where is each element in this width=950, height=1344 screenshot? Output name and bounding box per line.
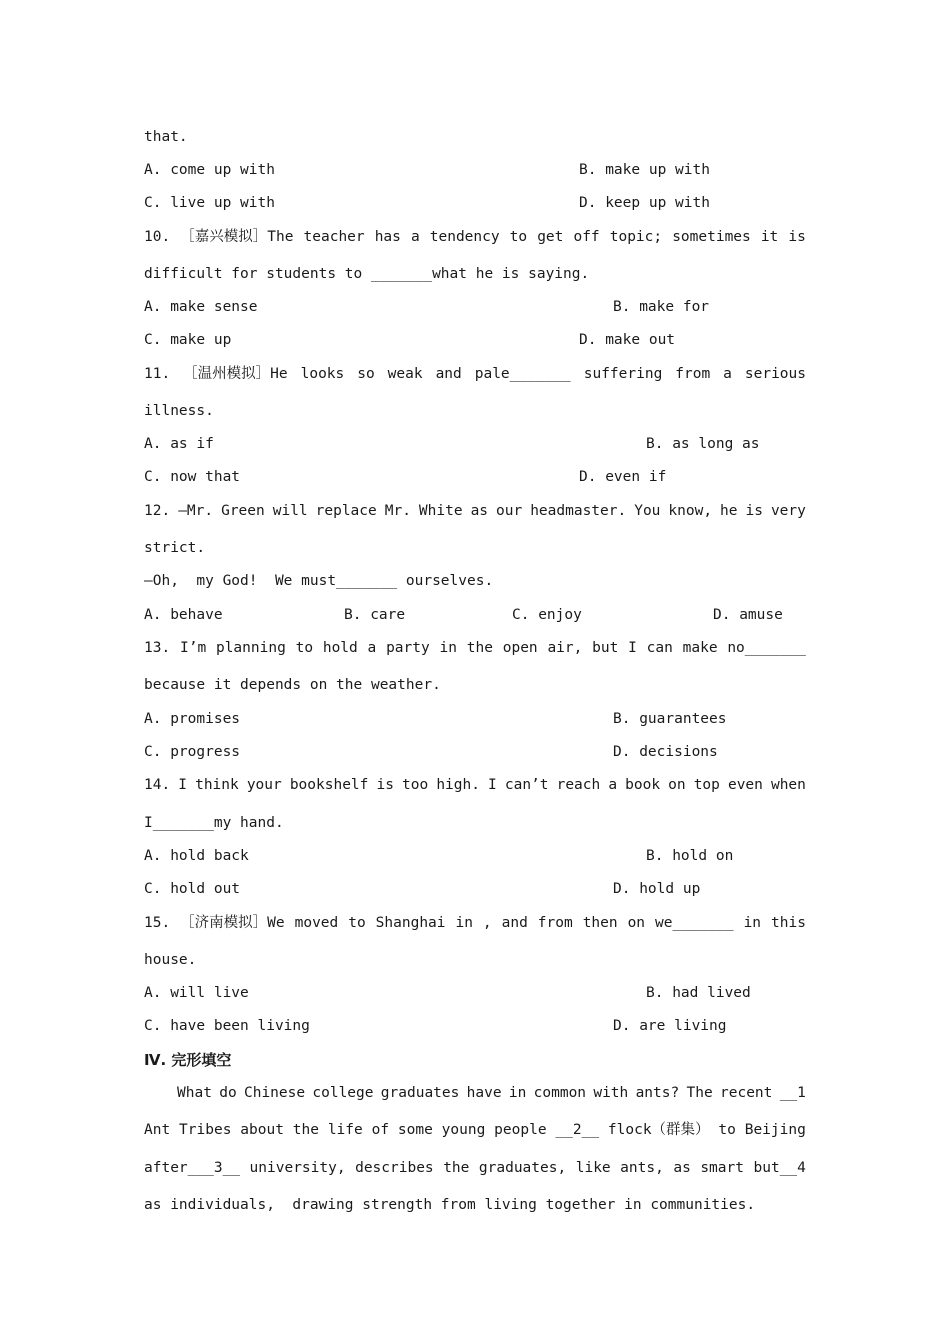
word: a <box>608 777 618 793</box>
word: 15. <box>144 915 171 931</box>
q13-line1 <box>144 638 806 658</box>
word: too <box>402 777 429 793</box>
q12-option-c: C. enjoy <box>512 607 582 623</box>
word: What <box>177 1085 212 1101</box>
word: on <box>668 777 686 793</box>
q14-option-b: B. hold on <box>646 848 734 864</box>
word: in <box>508 1085 527 1101</box>
word: has <box>374 229 401 245</box>
word: sometimes <box>672 229 751 245</box>
word: high. <box>436 777 480 793</box>
q15-option-c: C. have been living <box>144 1018 310 1034</box>
word: I <box>488 777 497 793</box>
word: and <box>501 915 528 931</box>
word: a <box>410 229 420 245</box>
q15-option-b: B. had lived <box>646 985 751 1001</box>
word: the <box>466 640 493 656</box>
word: as <box>470 503 489 519</box>
word: recent <box>720 1085 773 1101</box>
word: about <box>240 1122 284 1138</box>
word: then <box>582 915 618 931</box>
word: smart <box>700 1160 744 1176</box>
word: no_______ <box>727 640 806 656</box>
q12-option-d: D. amuse <box>713 607 783 623</box>
q13-option-b: B. guarantees <box>613 711 727 727</box>
word: Green <box>221 503 265 519</box>
word: can <box>646 640 673 656</box>
word: know, <box>668 503 713 519</box>
word: from <box>675 366 711 382</box>
word: open <box>502 640 538 656</box>
word: college <box>312 1085 374 1101</box>
cloze-paragraph-line2 <box>144 1120 806 1140</box>
word: The <box>686 1085 713 1101</box>
cloze-paragraph-line3 <box>144 1158 806 1178</box>
q15-option-d: D. are living <box>613 1018 727 1034</box>
word: as <box>673 1160 691 1176</box>
q9-option-a: A. come up with <box>144 162 275 178</box>
q10-line1 <box>144 227 806 247</box>
word: our <box>496 503 523 519</box>
word: it <box>760 229 779 245</box>
word: topic; <box>609 229 663 245</box>
word: very <box>770 503 806 519</box>
q14-option-a: A. hold back <box>144 848 249 864</box>
word: is <box>788 229 806 245</box>
word: do <box>219 1085 237 1101</box>
word: the <box>292 1122 319 1138</box>
word: weak <box>387 366 423 382</box>
word: moved <box>294 915 339 931</box>
q15-line1 <box>144 913 806 933</box>
word: Mr. <box>384 503 411 519</box>
word: __2__ <box>555 1122 600 1138</box>
q11-option-d: D. even if <box>579 469 667 485</box>
q14-option-d: D. hold up <box>613 881 701 897</box>
word: reach <box>556 777 601 793</box>
q14-line1 <box>144 775 806 795</box>
q10-option-a: A. make sense <box>144 299 258 315</box>
section-heading: Ⅳ. 完形填空 <box>144 1051 232 1069</box>
q10-option-b: B. make for <box>613 299 710 315</box>
q9-option-b: B. make up with <box>579 162 710 178</box>
word: Tribes <box>179 1122 232 1138</box>
word: ［嘉兴模拟］The <box>180 229 294 245</box>
word: get <box>537 229 564 245</box>
word: __1 <box>779 1085 806 1101</box>
word: book <box>625 777 661 793</box>
word: graduates <box>380 1085 460 1101</box>
word: is <box>376 777 394 793</box>
word: he <box>720 503 738 519</box>
word: White <box>418 503 463 519</box>
q10-option-d: D. make out <box>579 332 676 348</box>
q15-option-a: A. will live <box>144 985 249 1001</box>
word: Shanghai <box>375 915 446 931</box>
q14-option-c: C. hold out <box>144 881 241 897</box>
word: we_______ <box>655 915 734 931</box>
word: off <box>573 229 600 245</box>
q15-line2: house. <box>144 952 197 968</box>
q11-line1 <box>144 364 806 384</box>
word: 13. <box>144 640 171 656</box>
word: after___3__ <box>144 1160 241 1176</box>
word: pale_______ <box>474 366 571 382</box>
word: tendency <box>429 229 500 245</box>
word: university, <box>249 1160 346 1176</box>
word: when <box>770 777 806 793</box>
q10-line2: difficult for students to _______what he is saying. <box>144 266 590 282</box>
word: like <box>575 1160 611 1176</box>
word: and <box>435 366 462 382</box>
word: graduates, <box>478 1160 567 1176</box>
cloze-paragraph-line4: as individuals, drawing strength from living together in communities. <box>144 1197 756 1213</box>
q13-option-d: D. decisions <box>613 744 718 760</box>
word: air, <box>547 640 583 656</box>
word: your <box>246 777 282 793</box>
word: with <box>593 1085 629 1101</box>
q14-line2: I_______my hand. <box>144 815 284 831</box>
word: I <box>628 640 637 656</box>
q11-option-c: C. now that <box>144 469 241 485</box>
word: bookshelf <box>289 777 369 793</box>
word: headmaster. <box>530 503 627 519</box>
word: ants, <box>620 1160 664 1176</box>
word: 10. <box>144 229 171 245</box>
q10-option-c: C. make up <box>144 332 232 348</box>
word: suffering <box>583 366 663 382</box>
q9-option-d: D. keep up with <box>579 195 710 211</box>
word: this <box>771 915 806 931</box>
word: serious <box>744 366 806 382</box>
word: have <box>466 1085 502 1101</box>
word: but__4 <box>753 1160 806 1176</box>
word: , <box>482 915 492 931</box>
q13-option-a: A. promises <box>144 711 241 727</box>
word: Beijing <box>744 1122 806 1138</box>
word: ants? <box>635 1085 680 1101</box>
q13-line2: because it depends on the weather. <box>144 677 441 693</box>
q11-line2: illness. <box>144 403 214 419</box>
word: to <box>348 915 366 931</box>
word: the <box>443 1160 470 1176</box>
word: common <box>533 1085 587 1101</box>
q11-option-b: B. as long as <box>646 436 760 452</box>
q12-line1 <box>144 501 806 521</box>
word: a <box>723 366 732 382</box>
word: looks <box>300 366 345 382</box>
q12-line2: strict. <box>144 540 206 556</box>
word: even <box>727 777 763 793</box>
word: I <box>178 777 188 793</box>
word: 14. <box>144 777 171 793</box>
word: flock（群集） <box>607 1122 710 1138</box>
word: is <box>745 503 763 519</box>
word: but <box>592 640 619 656</box>
word: top <box>693 777 720 793</box>
word: of <box>371 1122 390 1138</box>
q12-option-b: B. care <box>344 607 406 623</box>
word: party <box>386 640 430 656</box>
word: planning <box>215 640 286 656</box>
word: in <box>439 640 457 656</box>
word: on <box>627 915 646 931</box>
word: hold <box>322 640 358 656</box>
q9-tail: that. <box>144 129 188 145</box>
word: replace <box>315 503 377 519</box>
cloze-paragraph-line1 <box>177 1083 806 1103</box>
word: to <box>718 1122 736 1138</box>
word: from <box>537 915 573 931</box>
word: —Mr. <box>178 503 214 519</box>
word: life <box>327 1122 363 1138</box>
word: young <box>441 1122 486 1138</box>
word: a <box>367 640 377 656</box>
word: some <box>397 1122 433 1138</box>
word: Chinese <box>243 1085 306 1101</box>
word: think <box>195 777 239 793</box>
word: teacher <box>303 229 365 245</box>
q12-line3: —Oh, my God! We must_______ ourselves. <box>144 573 494 589</box>
q11-option-a: A. as if <box>144 436 214 452</box>
word: so <box>357 366 375 382</box>
word: in <box>455 915 473 931</box>
word: You <box>634 503 661 519</box>
word: ［济南模拟］We <box>180 915 285 931</box>
word: people <box>494 1122 547 1138</box>
word: to <box>295 640 314 656</box>
word: will <box>272 503 308 519</box>
q13-option-c: C. progress <box>144 744 241 760</box>
word: 11. <box>144 366 171 382</box>
word: can’t <box>504 777 549 793</box>
word: Ant <box>144 1122 171 1138</box>
word: 12. <box>144 503 171 519</box>
word: I’m <box>179 640 207 656</box>
word: in <box>743 915 762 931</box>
word: describes <box>355 1160 434 1176</box>
q12-option-a: A. behave <box>144 607 223 623</box>
word: to <box>509 229 528 245</box>
q9-option-c: C. live up with <box>144 195 275 211</box>
word: make <box>682 640 718 656</box>
word: ［温州模拟］He <box>183 366 288 382</box>
